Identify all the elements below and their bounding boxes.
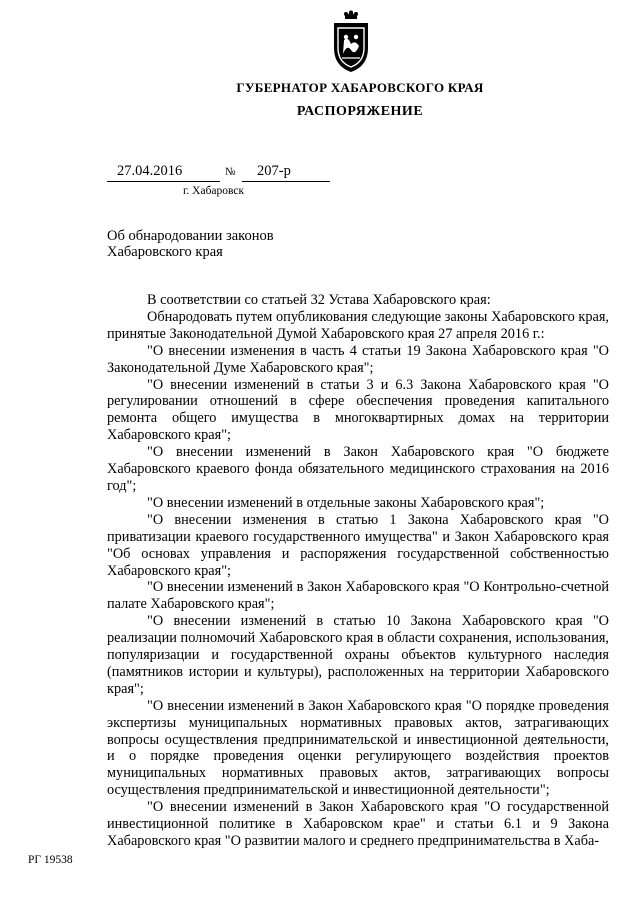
subject-line: Об обнародовании законов (107, 228, 274, 244)
date-underline (107, 181, 220, 182)
governor-title: ГУБЕРНАТОР ХАБАРОВСКОГО КРАЯ (236, 80, 484, 95)
date-number-line (107, 163, 337, 183)
number-sign: № (225, 166, 236, 178)
document-subject (107, 228, 274, 260)
body-paragraph: В соответствии со статьей 32 Устава Хабаровского края: (147, 292, 491, 308)
body-paragraph: "О внесении изменений в Закон Хабаровского края "О Контрольно-счетной палате Хабаровского края"; (107, 579, 609, 613)
subject-line: Хабаровского края (107, 244, 223, 260)
document-body (107, 292, 609, 850)
body-paragraph: "О внесении изменения в часть 4 статьи 19 Закона Хабаровского края "О Законодательной Думе Хабаровского края"; (107, 342, 609, 376)
document-number: 207-р (257, 163, 291, 179)
city-label: г. Хабаровск (183, 185, 245, 197)
body-paragraph: "О внесении изменений в Закон Хабаровского края "О порядке проведения экспертизы муниципальных нормативных правовых актов, затрагивающих вопросы осуществления предпринимательской и инвестиционной деятельности, и о порядке проведения оценки регулирующего воздействия проектов муниципальных нормативных правовых актов, затрагивающих вопросы осуществления предпринимательской и инвестиционной деятельности"; (107, 697, 609, 799)
number-underline (242, 181, 330, 182)
footer-code: РГ 19538 (28, 854, 73, 866)
body-paragraph: "О внесении изменения в статью 1 Закона Хабаровского края "О приватизации краевого государственного имущества" и Закон Хабаровского края "Об основах управления и распоряжения государственной собственностью Хабаровского края"; (107, 511, 609, 579)
body-paragraph: "О внесении изменений в Закон Хабаровского края "О бюджете Хабаровского краевого фонда обязательного медицинского страхования на 2016 год"; (107, 444, 609, 494)
body-paragraph: Обнародовать путем опубликования следующие законы Хабаровского края, принятые Законодательной Думой Хабаровского края 27 апреля 2016 г.: (107, 308, 609, 342)
document-date: 27.04.2016 (117, 163, 183, 179)
document-type: РАСПОРЯЖЕНИЕ (296, 104, 424, 119)
body-paragraph: "О внесении изменений в Закон Хабаровского края "О государственной инвестиционной политике в Хабаровском крае" и статьи 6.1 и 9 Закона Хабаровского края "О развитии малого и среднего предпринимательства в Хаба- (107, 799, 609, 849)
body-paragraph: "О внесении изменений в статьи 3 и 6.3 Закона Хабаровского края "О регулировании отношений в сфере обеспечения проведения капитального ремонта общего имущества в многоквартирных домах на территории Хабаровского края"; (107, 376, 609, 444)
coat-of-arms-emblem (324, 10, 378, 74)
body-paragraph: "О внесении изменений в статью 10 Закона Хабаровского края "О реализации полномочий Хабаровского края в области сохранения, использования, популяризации и государственной охраны объектов культурного наследия (памятников истории и культуры), расположенных на территории Хабаровского края"; (107, 613, 609, 697)
body-paragraph: "О внесении изменений в отдельные законы Хабаровского края"; (147, 494, 545, 511)
